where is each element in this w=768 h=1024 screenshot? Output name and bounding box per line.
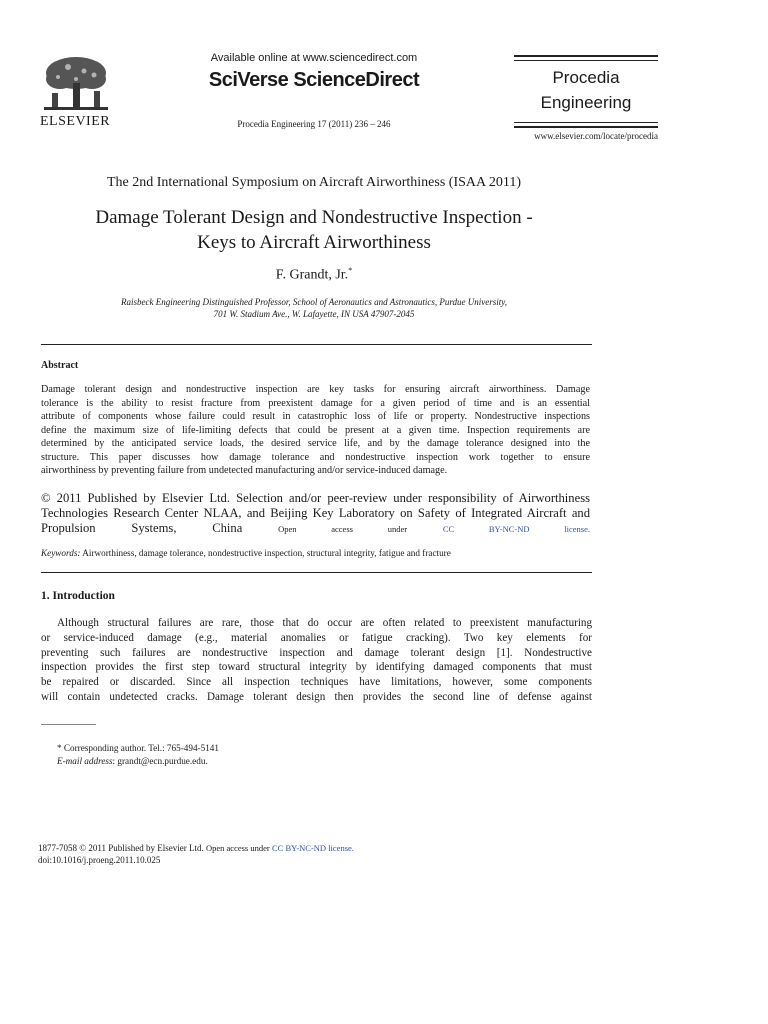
abstract-top-rule [41, 344, 592, 345]
journal-box-bottom-rule-2 [514, 126, 658, 128]
introduction-line: inspection provides the first step toward structural integrity by identifying damaged components that must [41, 661, 592, 673]
journal-citation: Procedia Engineering 17 (2011) 236 – 246 [237, 119, 391, 129]
paper-title-line2: Keys to Aircraft Airworthiness [197, 232, 431, 253]
introduction-line: preventing such failures are nondestructive inspection and damage tolerant design [1]. Nondestructive [41, 647, 592, 659]
journal-box-bottom-rule [514, 122, 658, 123]
copyright-line-last [41, 521, 590, 536]
paper-title-line1: Damage Tolerant Design and Nondestructive Inspection - [95, 207, 533, 228]
abstract-line: attribute of components whose failure could result in catastrophic loss of life or property. Nondestructive inspections [41, 411, 590, 422]
keywords-text: Airworthiness, damage tolerance, nondestructive inspection, structural integrity, fatigue and fracture [82, 548, 451, 558]
footer-open-access-text: Open access under [206, 843, 270, 853]
footer-license-link[interactable]: CC BY-NC-ND license. [271, 843, 354, 853]
copyright-line: Technologies Research Center NLAA, and Beijing Key Laboratory on Safety of Integrated Aircraft and [41, 506, 590, 520]
abstract-line: tolerance is the ability to resist fracture from preexistent damage for a given period of time and is an essential [41, 398, 590, 409]
available-online-text: Available online at www.sciencedirect.com [210, 52, 418, 64]
sciencedirect-brand: SciVerse ScienceDirect [208, 69, 420, 91]
footnote-rule [41, 724, 96, 725]
publisher-name: ELSEVIER [40, 114, 111, 129]
footer-issn [38, 843, 354, 853]
copyright-line: © 2011 Published by Elsevier Ltd. Selection and/or peer-review under responsibility of Airworthiness [41, 491, 590, 505]
conference-name: The 2nd International Symposium on Aircraft Airworthiness (ISAA 2011) [107, 175, 521, 190]
abstract-line: determined by the anticipated service loads, the desired service life, and by the damage tolerance designed into the [41, 438, 590, 449]
affiliation-line1: Raisbeck Engineering Distinguished Professor, School of Aeronautics and Astronautics, Purdue University, [120, 297, 508, 307]
doi: doi:10.1016/j.proeng.2011.10.025 [38, 855, 161, 865]
introduction-heading: 1. Introduction [41, 590, 115, 602]
introduction-line: be repaired or discarded. Since all inspection techniques have limitations, however, some components [41, 676, 592, 688]
introduction-line: Although structural failures are rare, those that do occur are often related to preexistent manufacturing [57, 617, 592, 629]
abstract-bottom-rule [41, 572, 592, 573]
copyright-line: Propulsion Systems, China [41, 521, 243, 535]
abstract-line: structure. This paper discusses how damage tolerance and nondestructive inspection work together to ensure [41, 452, 590, 463]
license-link[interactable]: CC BY-NC-ND license. [442, 524, 590, 534]
abstract-line: airworthiness by preventing failure from undetected manufacturing and/or service-induced damage. [41, 465, 448, 476]
corresponding-author-footnote: * Corresponding author. Tel.: 765-494-5141 [57, 743, 219, 753]
author-footnote-marker: * [348, 266, 353, 275]
affiliation-line2: 701 W. Stadium Ave., W. Lafayette, IN USA 47907-2045 [213, 309, 415, 319]
email-label: E-mail address [57, 756, 113, 766]
introduction-line: will contain undetected cracks. Damage tolerant design then provides the second line of defense against [41, 691, 592, 703]
introduction-line: or service-induced damage (e.g., material anomalies or fatigue cracking). Two key elements for [41, 632, 592, 644]
issn-text: 1877-7058 © 2011 Published by Elsevier Ltd. [38, 843, 204, 853]
author [0, 266, 628, 284]
journal-name-line2: Engineering [540, 93, 632, 112]
abstract-line: Damage tolerant design and nondestructive inspection are key tasks for ensuring aircraft airworthiness. Damage [41, 384, 590, 395]
abstract-heading: Abstract [41, 360, 79, 371]
journal-name-line1: Procedia [552, 68, 620, 87]
author-name: F. Grandt, Jr. [275, 267, 349, 283]
journal-url-link[interactable]: www.elsevier.com/locate/procedia [534, 131, 658, 141]
keywords [41, 548, 451, 558]
email-address: : grandt@ecn.purdue.edu. [112, 756, 208, 766]
keywords-label: Keywords: [41, 548, 81, 558]
abstract-line: define the maximum size of life-limiting defects that could be present at a given time. Inspection requirements are [41, 425, 590, 436]
journal-box-top-rule-2 [514, 60, 658, 61]
journal-box-top-rule [514, 55, 658, 57]
email-footnote [57, 756, 208, 766]
open-access-text: Open access under [278, 524, 408, 534]
